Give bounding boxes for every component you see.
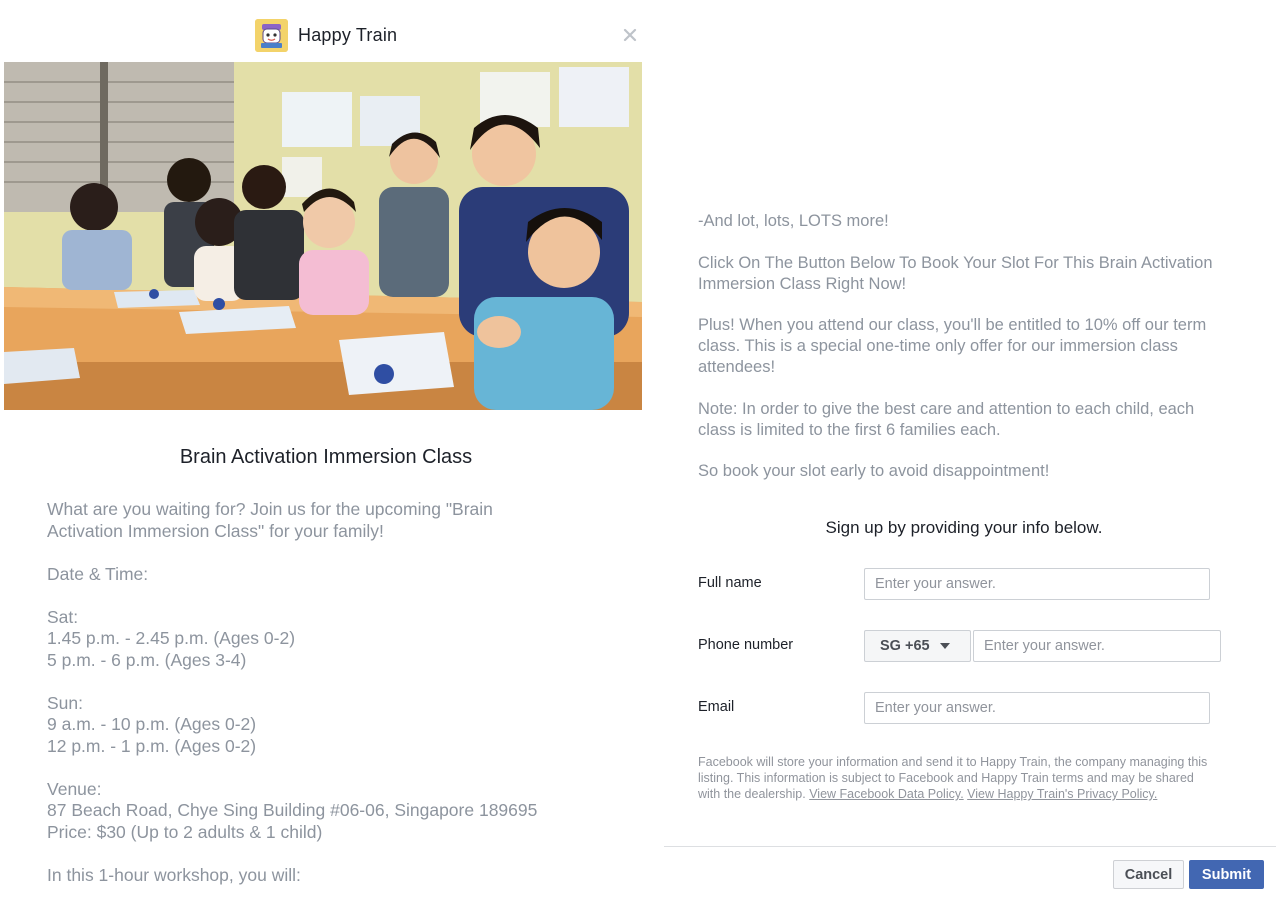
- description-line: Activation Immersion Class" for your family!: [47, 520, 384, 541]
- privacy-disclaimer: [698, 754, 1218, 802]
- event-description: [47, 499, 607, 908]
- description-line: 87 Beach Road, Chye Sing Building #06-06, Singapore 189695: [47, 800, 538, 820]
- happy-train-logo: [255, 19, 288, 52]
- country-code-select[interactable]: [864, 630, 971, 662]
- promo-paragraph: Click On The Button Below To Book Your Slot For This Brain Activation Immersion Class Right Now!: [698, 253, 1213, 293]
- description-line: Date & Time:: [47, 563, 149, 584]
- brand: [255, 19, 397, 52]
- close-icon[interactable]: [620, 25, 640, 45]
- cancel-button[interactable]: Cancel: [1113, 860, 1184, 889]
- email-input[interactable]: [864, 692, 1210, 724]
- promo-paragraph: So book your slot early to avoid disappointment!: [698, 462, 1050, 480]
- email-label: Email: [698, 699, 735, 715]
- description-paragraph: [47, 564, 607, 586]
- description-line: 9 a.m. - 10 p.m. (Ages 0-2): [47, 714, 257, 734]
- promo-paragraph: -And lot, lots, LOTS more!: [698, 212, 889, 230]
- description-paragraph: [47, 779, 607, 844]
- phone-number-input[interactable]: [973, 630, 1221, 662]
- form-heading: Sign up by providing your info below.: [825, 518, 1103, 537]
- facebook-data-policy-link[interactable]: View Facebook Data Policy.: [809, 787, 964, 801]
- promo-text: [698, 211, 1228, 503]
- description-line: Sun:: [47, 692, 83, 713]
- hero-image: [4, 62, 642, 410]
- country-code-value: SG +65: [880, 638, 930, 654]
- description-line: Price: $30 (Up to 2 adults & 1 child): [47, 821, 323, 842]
- footer-divider: [664, 846, 1276, 847]
- disclaimer-text: Facebook will store your information and send it to Happy Train, the company managing this listing. This information is subject to Facebook and Happy Train terms and may be shared with the dealership.: [698, 755, 1208, 801]
- brand-name: Happy Train: [298, 25, 398, 45]
- description-line: In this 1-hour workshop, you will:: [47, 864, 301, 885]
- submit-button[interactable]: Submit: [1189, 860, 1264, 889]
- happy-train-privacy-policy-link[interactable]: View Happy Train's Privacy Policy.: [967, 787, 1158, 801]
- full-name-label: Full name: [698, 575, 762, 591]
- event-title: Brain Activation Immersion Class: [179, 446, 473, 468]
- promo-paragraph: Plus! When you attend our class, you'll be entitled to 10% off our term class. This is a special one-time only offer for our immersion class attendees!: [698, 316, 1207, 376]
- description-line: 5 p.m. - 6 p.m. (Ages 3-4): [47, 649, 247, 670]
- description-line: What are you waiting for? Join us for the upcoming "Brain: [47, 499, 493, 519]
- panel-header: [0, 0, 646, 62]
- description-line: 12 p.m. - 1 p.m. (Ages 0-2): [47, 735, 257, 756]
- description-line: 1.45 p.m. - 2.45 p.m. (Ages 0-2): [47, 628, 296, 648]
- description-paragraph: [47, 865, 607, 887]
- promo-paragraph: Note: In order to give the best care and attention to each child, each class is limited to the first 6 families each.: [698, 399, 1195, 439]
- description-paragraph: [47, 693, 607, 758]
- full-name-input[interactable]: [864, 568, 1210, 600]
- description-paragraph: [47, 607, 607, 672]
- description-line: Venue:: [47, 778, 102, 799]
- caret-down-icon: [939, 642, 951, 650]
- description-paragraph: [47, 499, 607, 542]
- description-line: Sat:: [47, 606, 79, 627]
- signup-form-panel: [654, 0, 1282, 910]
- phone-number-label: Phone number: [698, 637, 794, 653]
